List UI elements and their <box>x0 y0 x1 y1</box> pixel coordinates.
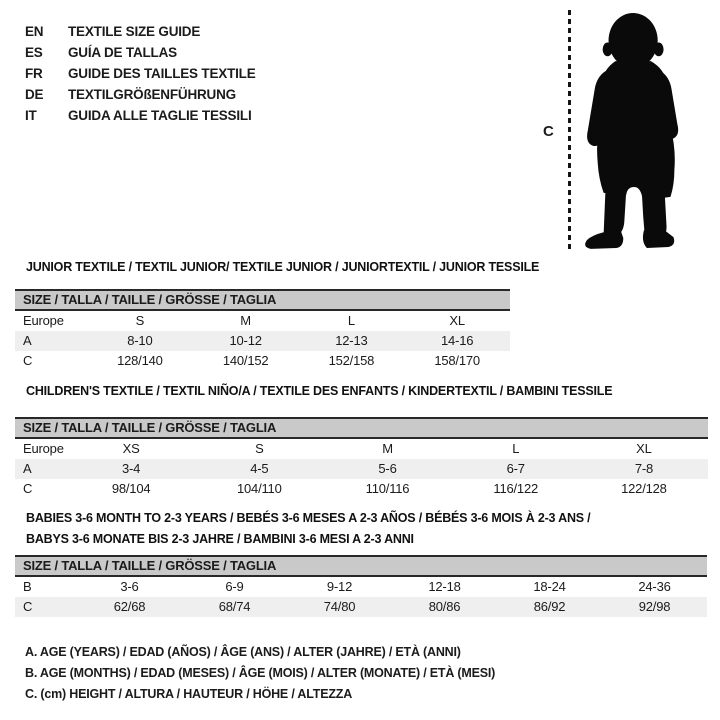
months-cell: 3-6 <box>120 579 139 594</box>
children-size-table <box>15 417 708 499</box>
lang-code: EN <box>25 24 44 39</box>
age-cell: 6-7 <box>506 461 525 476</box>
table-header-label: SIZE / TALLA / TAILLE / GRÖSSE / TAGLIA <box>23 558 277 573</box>
size-cell: L <box>512 441 520 456</box>
lang-code: ES <box>25 45 43 60</box>
legend-line-b: B. AGE (MONTHS) / EDAD (MESES) / ÂGE (MOIS) / ALTER (MONATE) / ETÀ (MESI) <box>25 666 496 680</box>
height-dotted-line <box>568 10 571 250</box>
babies-size-table <box>15 555 707 617</box>
lang-row-it <box>25 105 256 126</box>
height-cell: 122/128 <box>621 481 667 496</box>
row-label: B <box>23 579 32 594</box>
lang-row-fr <box>25 63 256 84</box>
size-cell: XL <box>449 313 465 328</box>
months-cell: 6-9 <box>225 579 244 594</box>
age-cell: 10-12 <box>229 333 262 348</box>
size-cell: XS <box>122 441 140 456</box>
legend-line-c: C. (cm) HEIGHT / ALTURA / HAUTEUR / HÖHE / ALTEZZA <box>25 687 353 701</box>
lang-row-de <box>25 84 256 105</box>
lang-row-es <box>25 42 256 63</box>
table-row-height <box>15 351 510 371</box>
months-cell: 9-12 <box>326 579 353 594</box>
table-header-bar <box>15 555 707 577</box>
height-cell: 110/116 <box>365 481 410 496</box>
table-row-europe <box>15 439 708 459</box>
age-cell: 7-8 <box>634 461 654 476</box>
size-cell: XL <box>636 441 652 456</box>
lang-title: GUIDE DES TAILLES TEXTILE <box>68 66 256 81</box>
table-row-height <box>15 479 708 499</box>
table-row-europe <box>15 311 510 331</box>
age-cell: 4-5 <box>250 461 269 476</box>
language-title-list <box>25 21 256 126</box>
age-cell: 12-13 <box>335 333 368 348</box>
months-cell: 18-24 <box>533 579 566 594</box>
legend-line-a: A. AGE (YEARS) / EDAD (AÑOS) / ÂGE (ANS) / ALTER (JAHRE) / ETÀ (ANNI) <box>25 645 461 659</box>
lang-title: TEXTILE SIZE GUIDE <box>68 24 201 39</box>
height-cell: 62/68 <box>113 599 146 614</box>
table-header-label: SIZE / TALLA / TAILLE / GRÖSSE / TAGLIA <box>23 420 277 435</box>
height-cell: 104/110 <box>236 481 282 496</box>
height-cell: 68/74 <box>218 599 251 614</box>
size-cell: S <box>255 441 264 456</box>
age-cell: 14-16 <box>441 333 474 348</box>
babies-section-title <box>26 508 590 550</box>
lang-code: FR <box>25 66 43 81</box>
height-cell: 92/98 <box>638 599 671 614</box>
table-row-height <box>15 597 707 617</box>
age-cell: 5-6 <box>378 461 397 476</box>
row-label: C <box>23 599 33 614</box>
size-cell: L <box>347 313 355 328</box>
height-cell: 140/152 <box>222 353 269 368</box>
babies-title-line2: BABYS 3-6 MONATE BIS 2-3 JAHRE / BAMBINI 3-6 MESI A 2-3 ANNI <box>26 532 414 546</box>
age-cell: 8-10 <box>127 333 153 348</box>
size-cell: M <box>240 313 251 328</box>
row-label: C <box>23 353 33 368</box>
table-row-age <box>15 331 510 351</box>
row-label: Europe <box>23 313 64 328</box>
table-row-months <box>15 577 707 597</box>
age-cell: 3-4 <box>122 461 141 476</box>
size-cell: M <box>382 441 393 456</box>
babies-title-line1: BABIES 3-6 MONTH TO 2-3 YEARS / BEBÉS 3-6 MESES A 2-3 AÑOS / BÉBÉS 3-6 MOIS À 2-3 ANS / <box>26 511 591 525</box>
legend <box>25 642 495 705</box>
size-cell: S <box>135 313 145 328</box>
junior-size-table <box>15 289 510 371</box>
lang-title: GUIDA ALLE TAGLIE TESSILI <box>68 108 252 123</box>
junior-section-title: JUNIOR TEXTILE / TEXTIL JUNIOR/ TEXTILE JUNIOR / JUNIORTEXTIL / JUNIOR TESSILE <box>26 260 540 274</box>
row-label: A <box>23 333 32 348</box>
row-label: C <box>23 481 33 496</box>
lang-title: TEXTILGRÖßENFÜHRUNG <box>68 87 236 102</box>
lang-code: IT <box>25 108 37 123</box>
row-label: A <box>23 461 32 476</box>
table-row-age <box>15 459 708 479</box>
height-cell: 80/86 <box>428 599 461 614</box>
row-label: Europe <box>23 441 64 456</box>
lang-code: DE <box>25 87 44 102</box>
height-cell: 158/170 <box>434 353 480 368</box>
height-cell: 98/104 <box>111 481 151 496</box>
lang-row-en <box>25 21 256 42</box>
children-section-title: CHILDREN'S TEXTILE / TEXTIL NIÑO/A / TEXTILE DES ENFANTS / KINDERTEXTIL / BAMBINI TESSILE <box>26 384 613 398</box>
table-header-bar <box>15 417 708 439</box>
toddler-silhouette <box>582 8 698 250</box>
months-cell: 24-36 <box>638 579 671 594</box>
table-header-label: SIZE / TALLA / TAILLE / GRÖSSE / TAGLIA <box>23 292 277 307</box>
height-cell: 128/140 <box>117 353 163 368</box>
height-cell: 116/122 <box>493 481 539 496</box>
table-header-bar <box>15 289 510 311</box>
lang-title: GUÍA DE TALLAS <box>68 45 177 60</box>
height-cell: 74/80 <box>323 599 356 614</box>
height-cell: 86/92 <box>533 599 566 614</box>
height-measure-label: C <box>543 123 554 140</box>
height-cell: 152/158 <box>328 353 375 368</box>
months-cell: 12-18 <box>428 579 461 594</box>
